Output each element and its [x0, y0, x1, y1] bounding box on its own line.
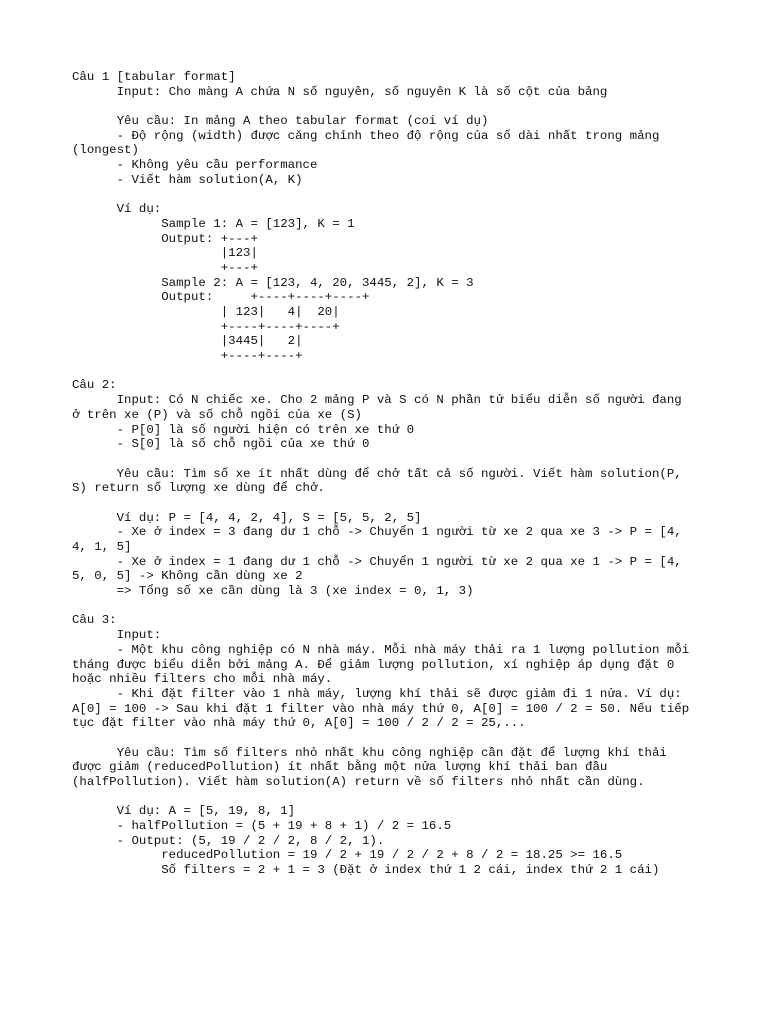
text-line: Số filters = 2 + 1 = 3 (Đặt ở index thứ 1 2 cái, index thứ 2 1 cái)	[72, 863, 660, 878]
text-line	[72, 496, 732, 511]
text-line: Input: Có N chiếc xe. Cho 2 mảng P và S có N phần tử biểu diễn số người đang	[72, 393, 682, 408]
text-line: Câu 1 [tabular format]	[72, 70, 236, 84]
text-line: - Output: (5, 19 / 2 / 2, 8 / 2, 1).	[72, 833, 385, 848]
text-line: - halfPollution = (5 + 19 + 8 + 1) / 2 = 16.5	[72, 819, 452, 834]
text-line	[72, 188, 732, 203]
text-line: Ví dụ: A = [5, 19, 8, 1]	[72, 804, 296, 819]
text-line: Câu 3:	[72, 613, 117, 628]
text-line: A[0] = 100 -> Sau khi đặt 1 filter vào nhà máy thứ 0, A[0] = 100 / 2 = 50. Nếu tiếp	[72, 701, 690, 716]
text-line: Input:	[72, 628, 162, 643]
text-line: ở trên xe (P) và số chỗ ngồi của xe (S)	[72, 407, 362, 422]
text-line: Câu 2:	[72, 378, 117, 393]
text-line: Yêu cầu: Tìm số filters nhỏ nhất khu công nghiệp cần đặt để lượng khí thải	[72, 745, 667, 760]
text-line: - S[0] là số chỗ ngồi của xe thứ 0	[72, 437, 370, 452]
text-line: 4, 1, 5]	[72, 540, 132, 554]
text-line: - Xe ở index = 3 đang dư 1 chỗ -> Chuyển 1 người từ xe 2 qua xe 3 -> P = [4,	[72, 525, 682, 540]
text-line: - Khi đặt filter vào 1 nhà máy, lượng khí thải sẽ được giảm đi 1 nửa. Ví dụ:	[72, 686, 682, 701]
text-line	[72, 790, 732, 805]
text-line	[72, 99, 732, 114]
text-line: - Viết hàm solution(A, K)	[72, 172, 303, 187]
text-line: Ví dụ: P = [4, 4, 2, 4], S = [5, 5, 2, 5]	[72, 510, 422, 525]
text-line: hoặc nhiều filters cho mỗi nhà máy.	[72, 672, 333, 687]
text-line: Input: Cho màng A chứa N số nguyên, số nguyên K là số cột của bảng	[72, 84, 608, 99]
text-line: S) return số lượng xe dùng để chở.	[72, 481, 325, 496]
text-line: Yêu cầu: Tìm số xe ít nhất dùng để chở tất cả số người. Viết hàm solution(P,	[72, 466, 682, 481]
text-line: được giảm (reducedPollution) ít nhất bằng một nửa lượng khí thải ban đầu	[72, 760, 608, 775]
text-line: - P[0] là số người hiện có trên xe thứ 0	[72, 422, 415, 437]
text-line: +----+----+	[72, 349, 303, 364]
text-line: - Xe ở index = 1 đang dư 1 chỗ -> Chuyển 1 người từ xe 2 qua xe 1 -> P = [4,	[72, 554, 682, 569]
text-line: Sample 2: A = [123, 4, 20, 3445, 2], K = 3	[72, 275, 474, 290]
text-line: Output: +---+	[72, 231, 258, 246]
text-line: (longest)	[72, 143, 139, 158]
text-line: 5, 0, 5] -> Không cần dùng xe 2	[72, 569, 303, 584]
text-line: +----+----+----+	[72, 319, 340, 334]
text-line: => Tổng số xe cần dùng là 3 (xe index = 0, 1, 3)	[72, 584, 474, 599]
text-line: |3445| 2|	[72, 334, 303, 349]
text-line: | 123| 4| 20|	[72, 305, 340, 319]
text-line	[72, 599, 732, 614]
text-line: Sample 1: A = [123], K = 1	[72, 216, 355, 231]
text-line: - Một khu công nghiệp có N nhà máy. Mỗi nhà máy thải ra 1 lượng pollution mỗi	[72, 642, 690, 657]
document-body	[72, 70, 732, 878]
text-line: - Độ rộng (width) được căng chỉnh theo độ rộng của số dài nhất trong mảng	[72, 128, 660, 143]
text-line: Yêu cầu: In mảng A theo tabular format (coi ví dụ)	[72, 114, 489, 129]
text-line: tháng được biểu diễn bởi mảng A. Để giảm lượng pollution, xí nghiệp áp dụng đặt 0	[72, 657, 675, 672]
text-line	[72, 364, 732, 379]
text-line: tục đặt filter vào nhà máy thứ 0, A[0] = 100 / 2 / 2 = 25,...	[72, 716, 526, 731]
text-line	[72, 452, 732, 467]
text-line: |123|	[72, 246, 258, 261]
text-line: +---+	[72, 260, 258, 275]
text-line: Output: +----+----+----+	[72, 290, 370, 305]
text-line: - Không yêu cầu performance	[72, 158, 318, 173]
text-line: (halfPollution). Viết hàm solution(A) return về số filters nhỏ nhất cần dùng.	[72, 775, 645, 789]
text-line: reducedPollution = 19 / 2 + 19 / 2 / 2 + 8 / 2 = 18.25 >= 16.5	[72, 848, 623, 863]
text-line: Ví dụ:	[72, 202, 162, 217]
text-line	[72, 731, 732, 746]
